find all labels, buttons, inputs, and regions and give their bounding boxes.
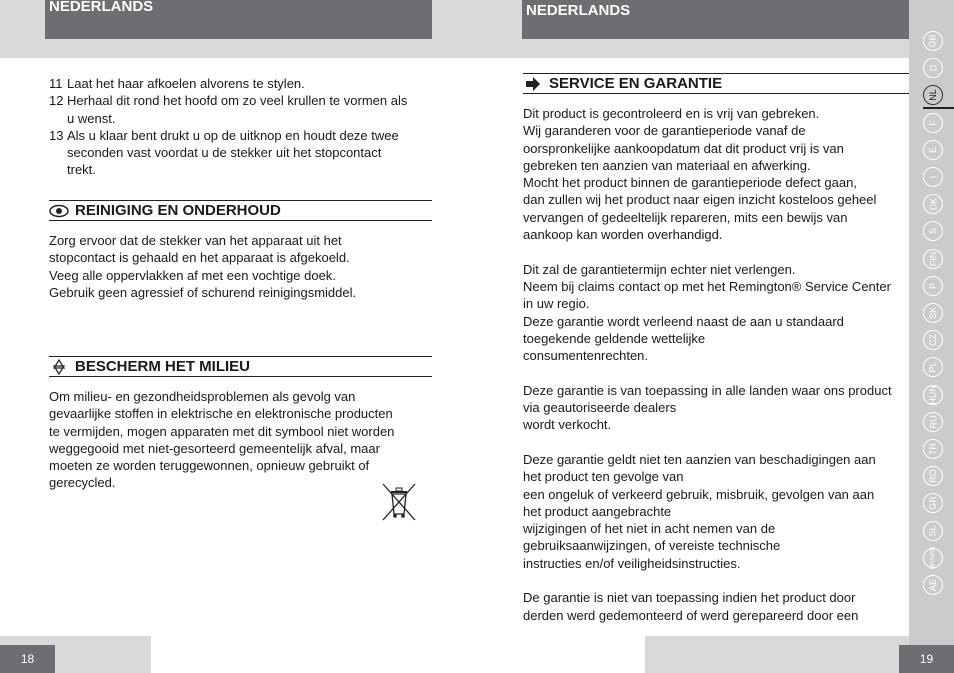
text-line: wijzigingen of het niet in acht nemen van de	[523, 521, 776, 537]
eye-icon	[49, 203, 69, 219]
text-line: De garantie is niet van toepassing indien het product door	[523, 590, 856, 606]
language-tab-label: RO	[928, 469, 938, 483]
text-line: wordt verkocht.	[523, 417, 612, 433]
language-header-left: NEDERLANDS	[45, 0, 432, 39]
service-section-title	[523, 73, 909, 94]
language-tab-e[interactable]	[923, 140, 943, 160]
language-tab-gb[interactable]	[923, 31, 943, 51]
text-line: Dit zal de garantietermijn echter niet verlengen.	[523, 261, 796, 277]
language-tab-sl[interactable]	[923, 521, 943, 541]
environment-section-title	[49, 356, 432, 377]
text-line: via geautoriseerde dealers	[523, 400, 677, 416]
text-line: gevaarlijke stoffen in elektrische en elektronische producten	[49, 406, 393, 422]
text-line: het product aangebrachte	[523, 503, 672, 519]
step-number: 13	[49, 127, 64, 143]
instruction-steps	[49, 75, 432, 179]
crossed-out-bin-icon	[381, 482, 417, 527]
cleaning-title-text: REINIGING EN ONDERHOUD	[75, 202, 281, 219]
active-language-marker	[923, 107, 954, 109]
step-line: Als u klaar bent drukt u op de uitknop en houdt deze twee	[67, 127, 399, 143]
language-tab-label: I	[927, 175, 938, 179]
text-line: Gebruik geen agressief of schurend reinigingsmiddel.	[49, 284, 357, 300]
language-tab-hun[interactable]	[923, 385, 943, 405]
step-line: u wenst.	[67, 110, 116, 126]
language-tab-ru[interactable]	[923, 412, 943, 432]
text-line: in uw regio.	[523, 296, 590, 312]
language-tab-label: HUN	[928, 384, 938, 405]
text-line	[523, 364, 909, 381]
language-tab-label: FIN	[928, 251, 938, 266]
text-line	[523, 243, 909, 260]
cleaning-section-title	[49, 200, 432, 221]
language-tab-label: RU	[928, 415, 938, 429]
footer-band-right	[645, 636, 909, 673]
language-tab-fin[interactable]	[923, 249, 943, 269]
step-11	[49, 75, 432, 92]
language-tab-ae[interactable]	[923, 575, 943, 595]
text-line: Mocht het product binnen de garantieperiode defect gaan,	[523, 175, 857, 191]
text-line: Om milieu- en gezondheidsproblemen als gevolg van	[49, 389, 356, 404]
text-line: Deze garantie geldt niet ten aanzien van beschadigingen aan	[523, 451, 876, 467]
page-number-right: 19	[899, 645, 954, 673]
service-text	[523, 105, 909, 624]
text-line: Zorg ervoor dat de stekker van het apparaat uit het	[49, 233, 342, 248]
text-line: te vermijden, mogen apparaten met dit symbool niet worden	[49, 423, 395, 439]
cleaning-text	[49, 232, 432, 301]
text-line: moeten ze worden teruggewonnen, opnieuw gebruikt of	[49, 458, 370, 474]
recycle-icon	[49, 359, 69, 375]
text-line: Dit product is gecontroleerd en is vrij van gebreken.	[523, 106, 820, 121]
step-13	[49, 127, 432, 179]
environment-title-text: BESCHERM HET MILIEU	[75, 358, 251, 375]
language-tab-label: SL	[927, 525, 938, 537]
text-line: oorspronkelijke aankoopdatum dat dit product vrij is van	[523, 140, 844, 156]
step-line: seconden vast voordat u de stekker uit het stopcontact	[67, 145, 382, 161]
environment-text	[49, 388, 432, 492]
text-line: aankoop kan worden overhandigd.	[523, 227, 723, 243]
language-tab-label: GB	[927, 34, 938, 48]
language-header-right: NEDERLANDS	[522, 0, 909, 39]
language-tab-label: F	[928, 119, 938, 126]
step-number: 12	[49, 93, 64, 109]
step-line: Herhaal dit rond het hoofd om zo veel krullen te vormen als	[67, 93, 408, 109]
language-tab-sk[interactable]	[923, 303, 943, 323]
arrow-right-icon	[523, 76, 543, 92]
text-line: een ongeluk of verkeerd gebruik, misbruik, gevolgen van aan	[523, 486, 875, 502]
language-tab-label: P	[927, 282, 938, 289]
step-line: trekt.	[67, 162, 96, 178]
language-tab-i[interactable]	[923, 167, 943, 187]
language-tab-label: AE	[927, 578, 938, 592]
text-line: stopcontact is gehaald en het apparaat is afgekoeld.	[49, 250, 350, 266]
language-tab-label: E	[927, 146, 938, 153]
text-line	[523, 434, 909, 451]
language-tab-f[interactable]	[923, 113, 943, 133]
text-line: gebruiksaanwijzingen, of vereiste technische	[523, 538, 781, 554]
text-line	[523, 572, 909, 589]
language-tab-label: TR	[928, 443, 938, 455]
language-tab-label: GR	[928, 496, 938, 511]
text-line: Deze garantie is van toepassing in alle landen waar ons product	[523, 382, 892, 398]
text-line: vervangen of gedeeltelijk repareren, mits een bewijs van	[523, 209, 848, 225]
text-line: Neem bij claims contact op met het Remington® Service Center	[523, 278, 891, 294]
language-tab-label: PL	[927, 361, 938, 373]
text-line: weggegooid met niet-gesorteerd gemeentelijk afval, maar	[49, 440, 380, 456]
language-tab-hr-srb[interactable]	[923, 548, 943, 568]
language-tab-p[interactable]	[923, 276, 943, 296]
language-tab-label: S	[927, 228, 938, 235]
text-line: het product ten gevolge van	[523, 469, 684, 485]
text-line: Veeg alle oppervlakken af met een vochtige doek.	[49, 267, 336, 283]
text-line: Deze garantie wordt verleend naast de aan u standaard	[523, 313, 844, 329]
text-line: toegekende geldende wettelijke	[523, 330, 706, 346]
text-line: gerecycled.	[49, 475, 116, 491]
step-line: Laat het haar afkoelen alvorens te stylen.	[67, 76, 305, 91]
language-tab-label: HR/SRB	[930, 546, 937, 570]
language-tab-label: SK	[927, 306, 938, 320]
language-tab-tr[interactable]	[923, 439, 943, 459]
language-tab-label: DK	[927, 197, 938, 211]
language-tab-label: CZ	[928, 334, 938, 347]
step-12	[49, 92, 432, 127]
text-line: dan zullen wij het product naar eigen inzicht kosteloos geheel	[523, 192, 877, 208]
page-number-left: 18	[0, 645, 55, 673]
text-line: gebreken ten aanzien van materiaal en afwerking.	[523, 157, 811, 173]
text-line: consumentenrechten.	[523, 348, 649, 364]
step-number: 11	[49, 76, 63, 91]
text-line: derden werd gedemonteerd of werd gerepareerd door een	[523, 607, 859, 623]
text-line: instructies en/of veiligheidsinstructies.	[523, 555, 741, 571]
language-tab-label: NL	[927, 89, 938, 102]
language-tab-label: D	[928, 64, 938, 72]
service-title-text: SERVICE EN GARANTIE	[549, 75, 723, 92]
text-line: Wij garanderen voor de garantieperiode vanaf de	[523, 123, 806, 139]
